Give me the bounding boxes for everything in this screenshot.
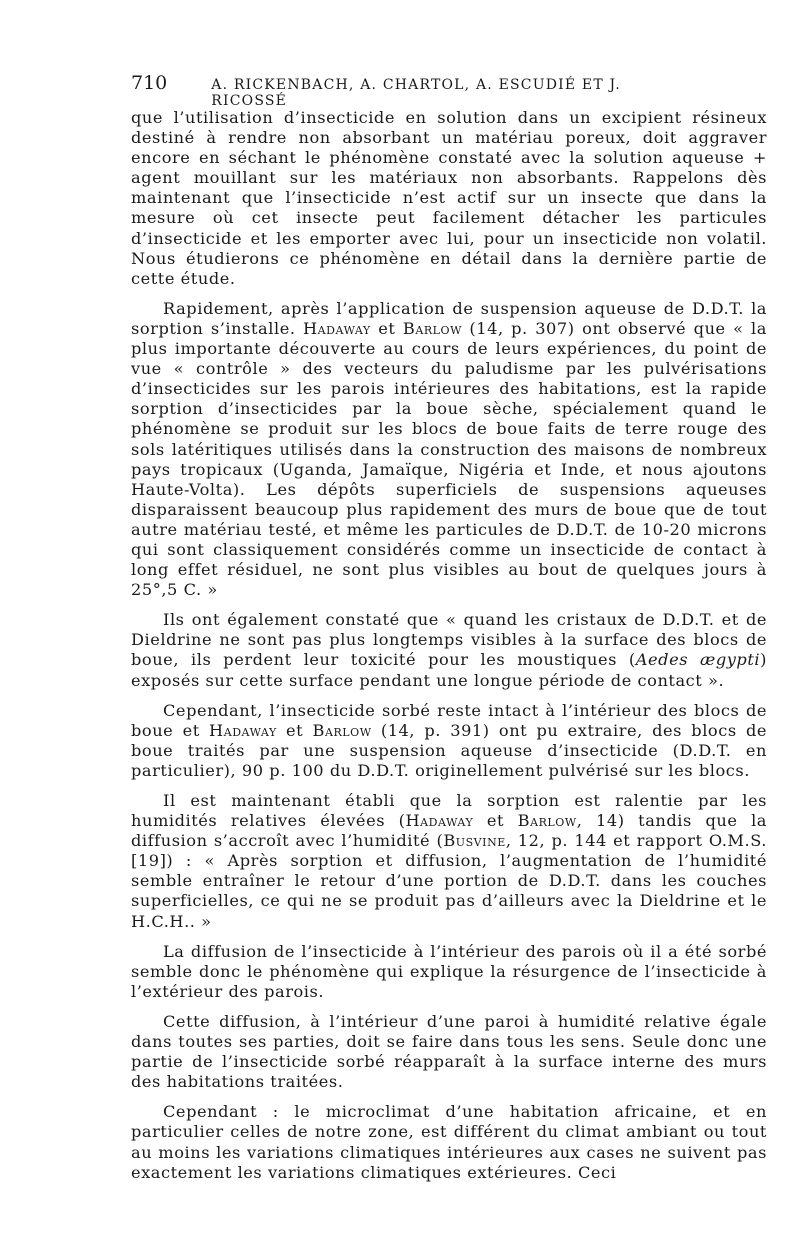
author-name: Hadaway xyxy=(405,811,474,831)
author-name: Barlow xyxy=(402,318,462,338)
page-number: 710 xyxy=(131,72,168,94)
text-segment: (14, p. 307) ont observé que « la plus importante découverte au cours de leurs expériences, du point de vue « contrôle » des vecteurs du paludisme par les pulvérisations d’insecticides sur les parois intérieures des habitations, est la rapide sorption d’insecticides par la boue sèche, spécialement quand le phénomène se produit sur les blocs de boue faits de terre rouge des sols latéritiques utilisés dans la construction des maisons de nombreux pays tropicaux (Uganda, Jamaïque, Nigéria et Inde, et nous ajoutons Haute-Volta). Les dépôts superficiels de suspensions aqueuses disparaissent beaucoup plus rapidement des murs de boue que de tout autre matériau testé, et même les particules de D.D.T. de 10-20 microns qui sont classiquement considérés comme un insecticide de contact à long effet résiduel, ne sont plus visibles au bout de quelques jours à 25°,5 C. » xyxy=(131,318,767,600)
text-segment: Ils ont également constaté que « quand les cristaux de D.D.T. et de Dieldrine ne sont pas plus longtemps visibles à la surface des blocs de boue, ils perdent leur toxicité pour les moustiques ( xyxy=(131,610,767,670)
text-segment: , 14) tandis que la diffusion s’accroît avec l’humidité ( xyxy=(131,811,768,851)
paragraph-5 xyxy=(131,791,767,932)
paragraph-7: Cette diffusion, à l’intérieur d’une paroi à humidité relative égale dans toutes ses parties, doit se faire dans tous les sens. Seule donc une partie de l’insecticide sorbé réapparaît à la surface interne des murs des habitations traitées. xyxy=(131,1011,767,1092)
text-segment: et xyxy=(473,811,518,831)
author-name: Hadaway xyxy=(209,720,277,740)
text-segment: Il est maintenant établi que la sorption est ralentie par les humidités relatives élevées ( xyxy=(131,791,767,831)
text-segment: et xyxy=(276,720,313,740)
text-segment: Rapidement, après l’application de suspension aqueuse de D.D.T. la sorption s’installe. xyxy=(131,298,767,338)
author-name: Hadaway xyxy=(303,318,371,338)
paragraph-6: La diffusion de l’insecticide à l’intérieur des parois où il a été sorbé semble donc le phénomène qui explique la résurgence de l’insecticide à l’extérieur des parois. xyxy=(131,941,767,1001)
text-segment: (14, p. 391) ont pu extraire, des blocs de boue traités par une suspension aqueuse d’insecticide (D.D.T. en particulier), 90 p. 100 du D.D.T. originellement pulvérisé sur les blocs. xyxy=(131,720,767,780)
paragraph-8: Cependant : le microclimat d’une habitation africaine, et en particulier celles de notre zone, est différent du climat ambiant ou tout au moins les variations climatiques intérieures aux cases ne suivent pas exactement les variations climatiques extérieures. Ceci xyxy=(131,1102,767,1182)
author-name: Busvine xyxy=(443,831,506,851)
text-segment: ) exposés sur cette surface pendant une longue période de contact ». xyxy=(131,650,767,690)
paragraph-1: que l’utilisation d’insecticide en solution dans un excipient résineux destiné à rendre non absorbant un matériau poreux, doit aggraver encore en séchant le phénomène constaté avec la solution aqueuse + agent mouillant sur les matériaux non absorbants. Rappelons dès maintenant que l’insecticide n’est actif sur un insecte que dans la mesure où cet insecte peut facilement détacher les particules d’insecticide et les emporter avec lui, pour un insecticide non volatil. Nous étudierons ce phénomène en détail dans la dernière partie de cette étude. xyxy=(131,108,767,288)
text-segment: et xyxy=(370,318,403,338)
page-header xyxy=(131,72,681,109)
paragraph-3 xyxy=(131,610,767,690)
body-text xyxy=(131,108,767,1193)
running-head: A. RICKENBACH, A. CHARTOL, A. ESCUDIÉ ET J. RICOSSÉ xyxy=(211,77,621,109)
paragraph-2 xyxy=(131,299,767,600)
author-name: Barlow xyxy=(517,811,577,831)
paragraph-4 xyxy=(131,701,767,781)
text-segment: Cependant, l’insecticide sorbé reste intact à l’intérieur des blocs de boue et xyxy=(131,700,767,740)
author-name: Barlow xyxy=(312,720,372,740)
species-name: Aedes ægypti xyxy=(635,650,761,670)
text-segment: , 12, p. 144 et rapport O.M.S. [19]) : « Après sorption et diffusion, l’augmentation de l’humidité semble entraîner le retour d’une portion de D.D.T. dans les couches superficielles, ce qui ne se produit pas d’ailleurs avec la Dieldrine et le H.C.H.. » xyxy=(131,831,767,931)
